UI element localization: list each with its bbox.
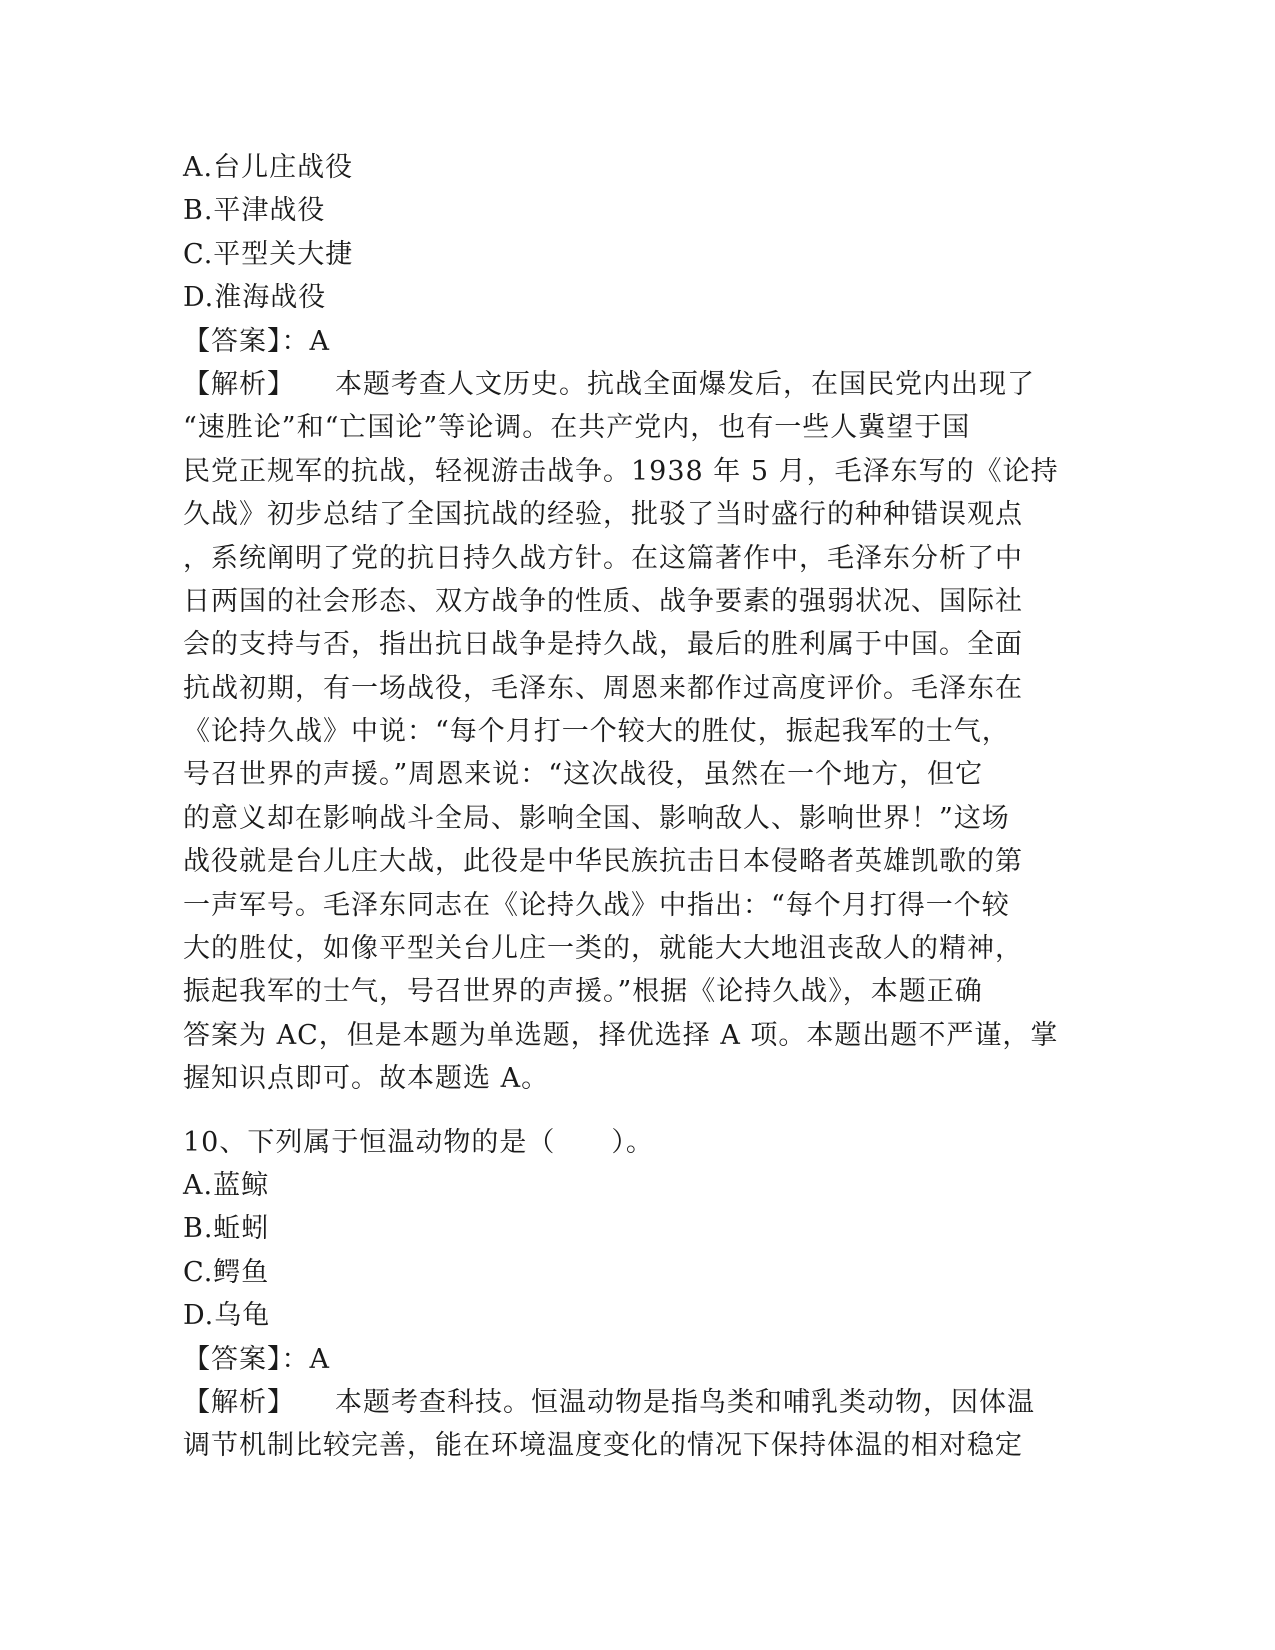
option-d: D.乌龟	[183, 1300, 271, 1332]
option-a: A.蓝鲸	[183, 1169, 270, 1201]
option-c: C.鳄鱼	[183, 1256, 270, 1288]
analysis-paragraph	[183, 1381, 1063, 1468]
question-9-options	[183, 146, 1063, 320]
analysis-line: 民党正规军的抗战，轻视游击战争。1938 年 5 月，毛泽东写的《论持	[183, 455, 1059, 487]
analysis-line: 握知识点即可。故本题选 A。	[183, 1063, 550, 1095]
answer-label: 【答案】：A	[183, 325, 330, 357]
option-b: B.蚯蚓	[183, 1213, 270, 1245]
option-d: D.淮海战役	[183, 282, 327, 314]
analysis-label: 【解析】	[183, 368, 295, 400]
analysis-line: 抗战初期，有一场战役，毛泽东、周恩来都作过高度评价。毛泽东在	[183, 672, 1023, 704]
analysis-line: 战役就是台儿庄大战，此役是中华民族抗击日本侵略者英雄凯歌的第	[183, 846, 1023, 878]
analysis-line: 本题考查人文历史。抗战全面爆发后，在国民党内出现了	[335, 368, 1035, 400]
analysis-line: ，系统阐明了党的抗日持久战方针。在这篇著作中，毛泽东分析了中	[183, 542, 1023, 574]
analysis-line: 一声军号。毛泽东同志在《论持久战》中指出：“每个月打得一个较	[183, 889, 1010, 921]
analysis-line: “速胜论”和“亡国论”等论调。在共产党内，也有一些人冀望于国	[183, 412, 971, 444]
analysis-line: 振起我军的士气，号召世界的声援。”根据《论持久战》，本题正确	[183, 976, 983, 1008]
analysis-line: 本题考查科技。恒温动物是指鸟类和哺乳类动物，因体温	[335, 1386, 1035, 1418]
option-b: B.平津战役	[183, 195, 326, 227]
document-page	[183, 146, 1063, 1468]
analysis-line: 久战》初步总结了全国抗战的经验，批驳了当时盛行的种种错误观点	[183, 499, 1023, 531]
analysis-label: 【解析】	[183, 1386, 295, 1418]
analysis-paragraph	[183, 363, 1063, 1101]
analysis-line: 《论持久战》中说：“每个月打一个较大的胜仗，振起我军的士气，	[183, 716, 1010, 748]
answer-label: 【答案】：A	[183, 1343, 330, 1375]
option-c: C.平型关大捷	[183, 238, 354, 270]
question-10-options	[183, 1164, 1063, 1338]
analysis-line: 调节机制比较完善，能在环境温度变化的情况下保持体温的相对稳定	[183, 1430, 1023, 1462]
analysis-line: 的意义却在影响战斗全局、影响全国、影响敌人、影响世界！”这场	[183, 802, 1010, 834]
analysis-line: 答案为 AC，但是本题为单选题，择优选择 A 项。本题出题不严谨，掌	[183, 1019, 1059, 1051]
analysis-line: 号召世界的声援。”周恩来说：“这次战役，虽然在一个地方，但它	[183, 759, 984, 791]
question-10-stem: 10、下列属于恒温动物的是（ ）。	[183, 1126, 654, 1158]
option-a: A.台儿庄战役	[183, 152, 354, 183]
analysis-line: 日两国的社会形态、双方战争的性质、战争要素的强弱状况、国际社	[183, 585, 1023, 617]
analysis-line: 大的胜仗，如像平型关台儿庄一类的，就能大大地沮丧敌人的精神，	[183, 933, 1023, 965]
analysis-line: 会的支持与否，指出抗日战争是持久战，最后的胜利属于中国。全面	[183, 629, 1023, 661]
